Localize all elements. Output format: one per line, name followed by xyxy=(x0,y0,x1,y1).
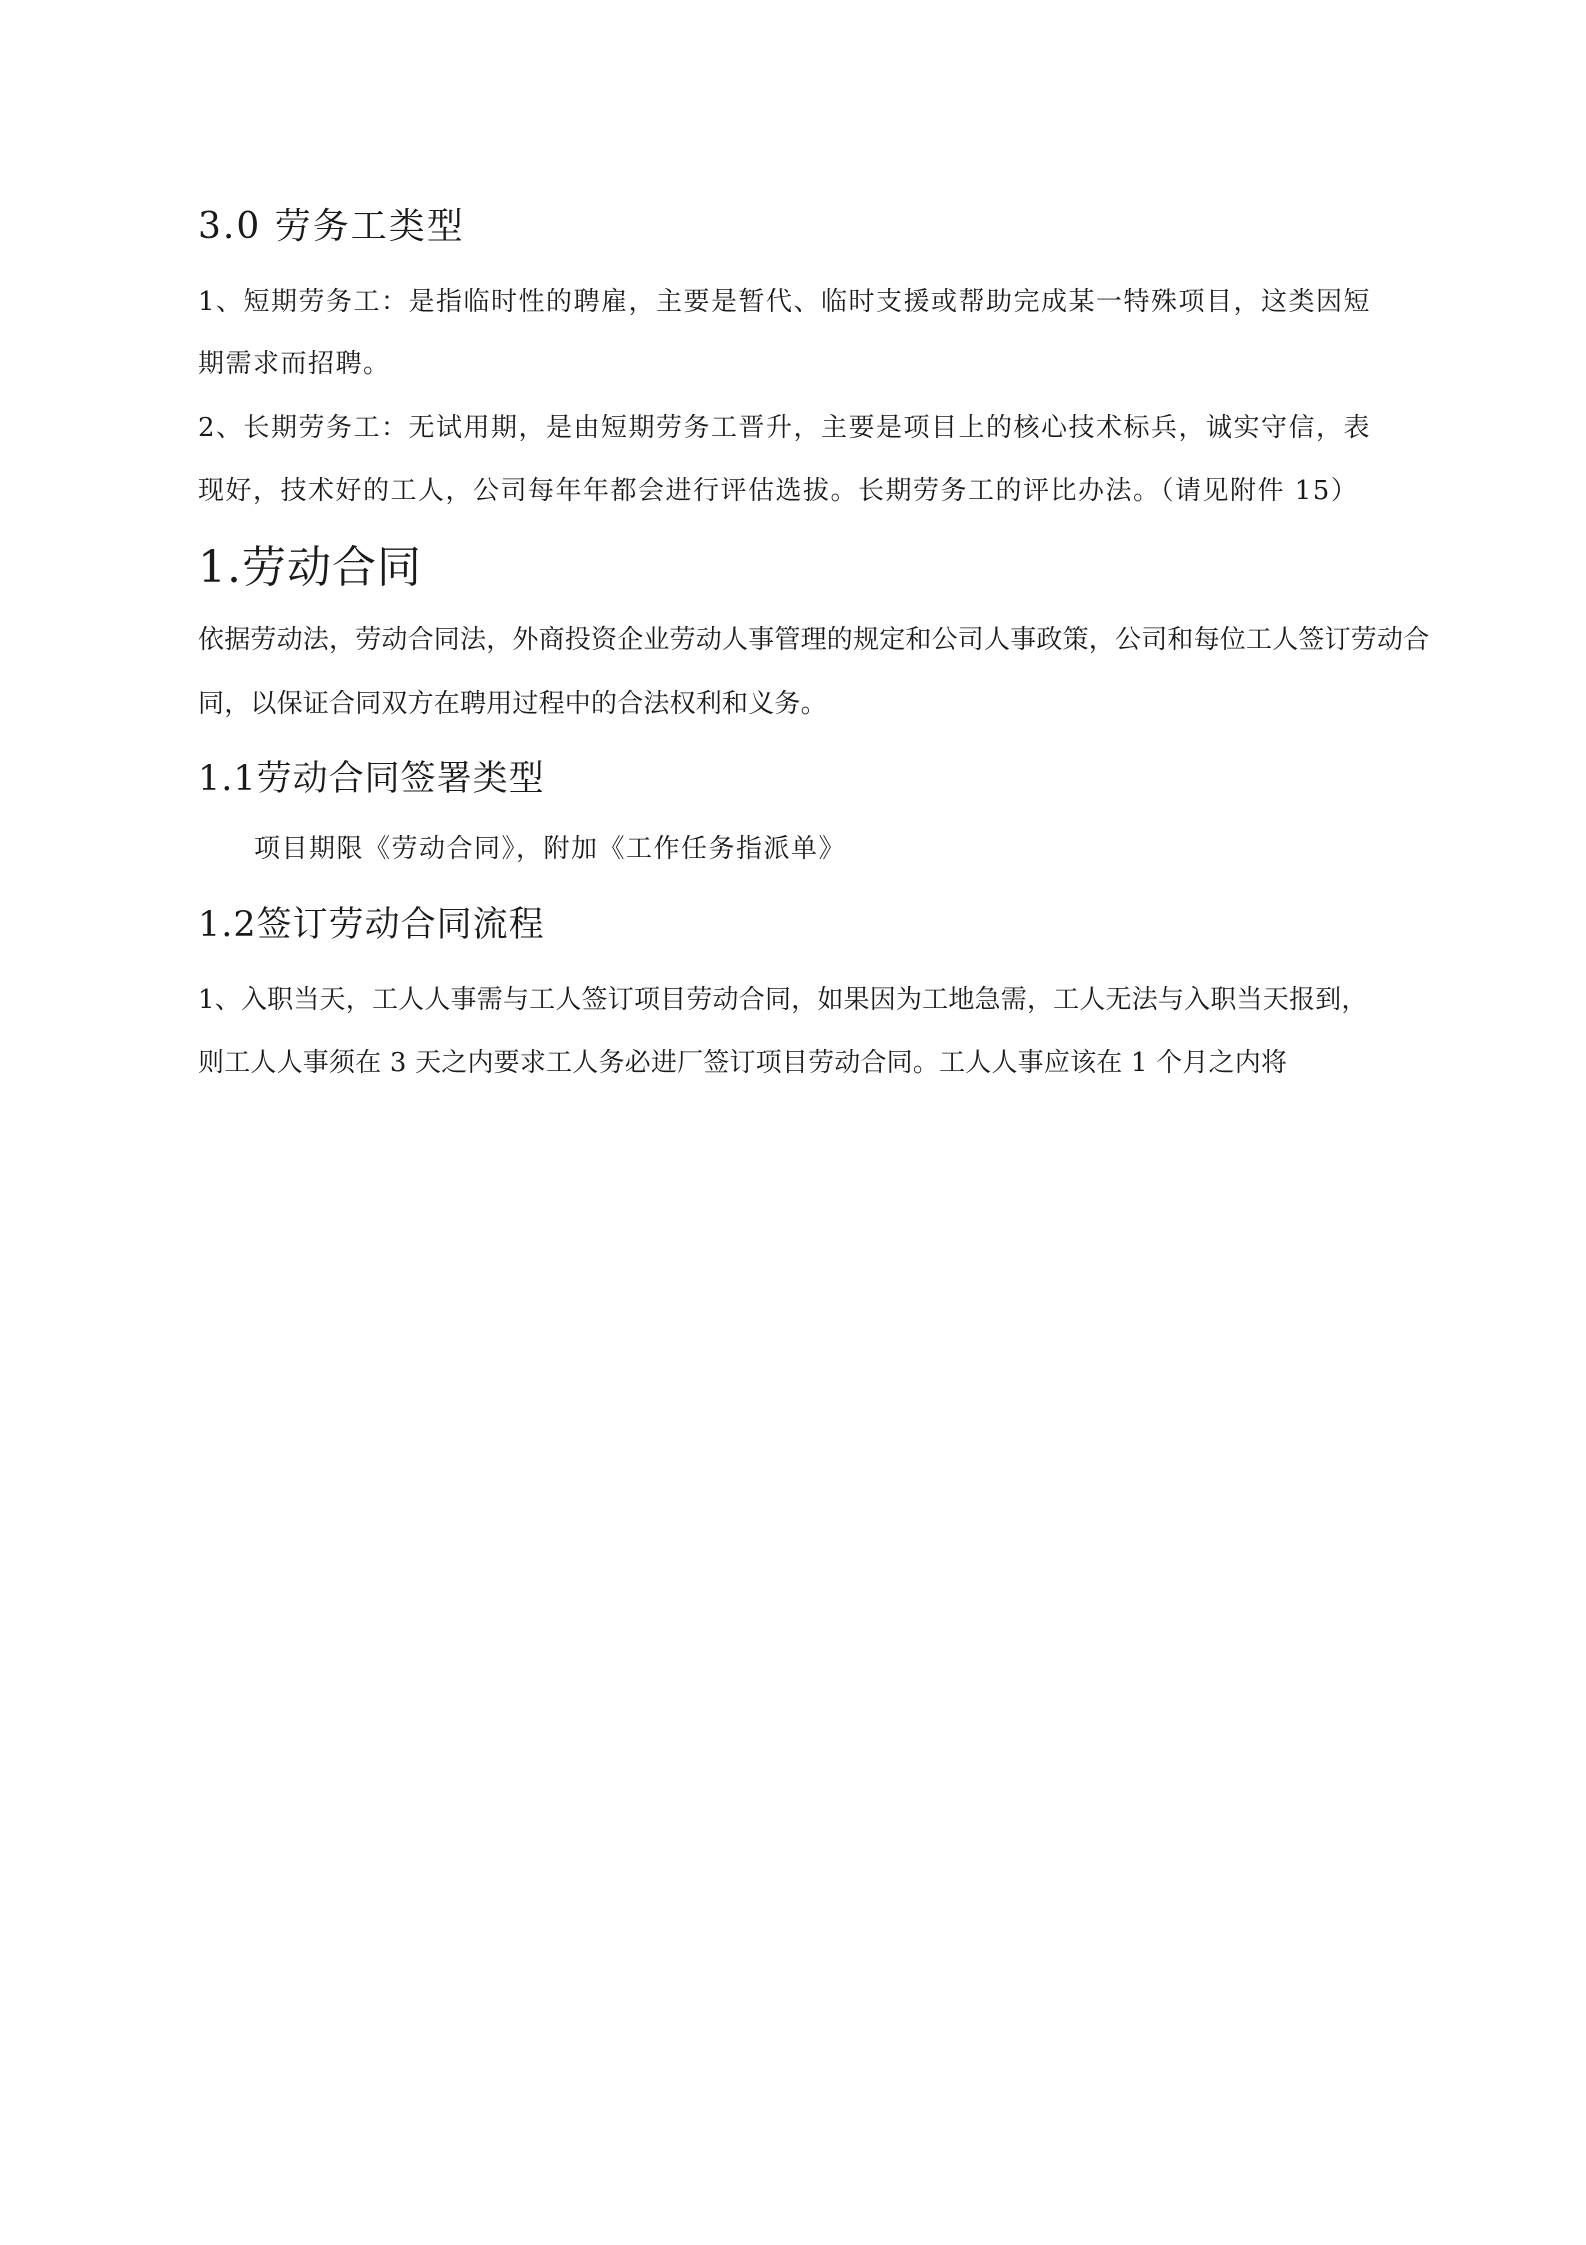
section-1-1-heading: 1.1劳动合同签署类型 xyxy=(198,759,545,799)
short-term-worker-line-1: 1、短期劳务工：是指临时性的聘雇，主要是暂代、临时支援或帮助完成某一特殊项目，这类因短 xyxy=(198,287,1372,317)
signing-process-line-1: 1、入职当天，工人人事需与工人签订项目劳动合同，如果因为工地急需，工人无法与入职当天报到， xyxy=(198,985,1368,1015)
labor-contract-para-line-1: 依据劳动法，劳动合同法，外商投资企业劳动人事管理的规定和公司人事政策，公司和每位工人签订劳动合 xyxy=(198,625,1430,655)
section-1-2-heading: 1.2签订劳动合同流程 xyxy=(198,905,545,945)
short-term-worker-line-2: 期需求而招聘。 xyxy=(198,349,391,379)
section-1-heading: 1.劳动合同 xyxy=(198,542,422,593)
signing-process-line-2: 则工人人事须在 3 天之内要求工人务必进厂签订项目劳动合同。工人人事应该在 1 个月之内将 xyxy=(198,1048,1288,1078)
section-3-0-heading: 3.0 劳务工类型 xyxy=(198,206,465,247)
long-term-worker-line-2: 现好，技术好的工人，公司每年年都会进行评估选拔。长期劳务工的评比办法。（请见附件 15） xyxy=(198,476,1359,506)
contract-type-text: 项目期限《劳动合同》，附加《工作任务指派单》 xyxy=(254,834,847,864)
labor-contract-para-line-2: 同，以保证合同双方在聘用过程中的合法权利和义务。 xyxy=(198,689,827,719)
long-term-worker-line-1: 2、长期劳务工：无试用期，是由短期劳务工晋升，主要是项目上的核心技术标兵，诚实守信，表 xyxy=(198,413,1372,443)
